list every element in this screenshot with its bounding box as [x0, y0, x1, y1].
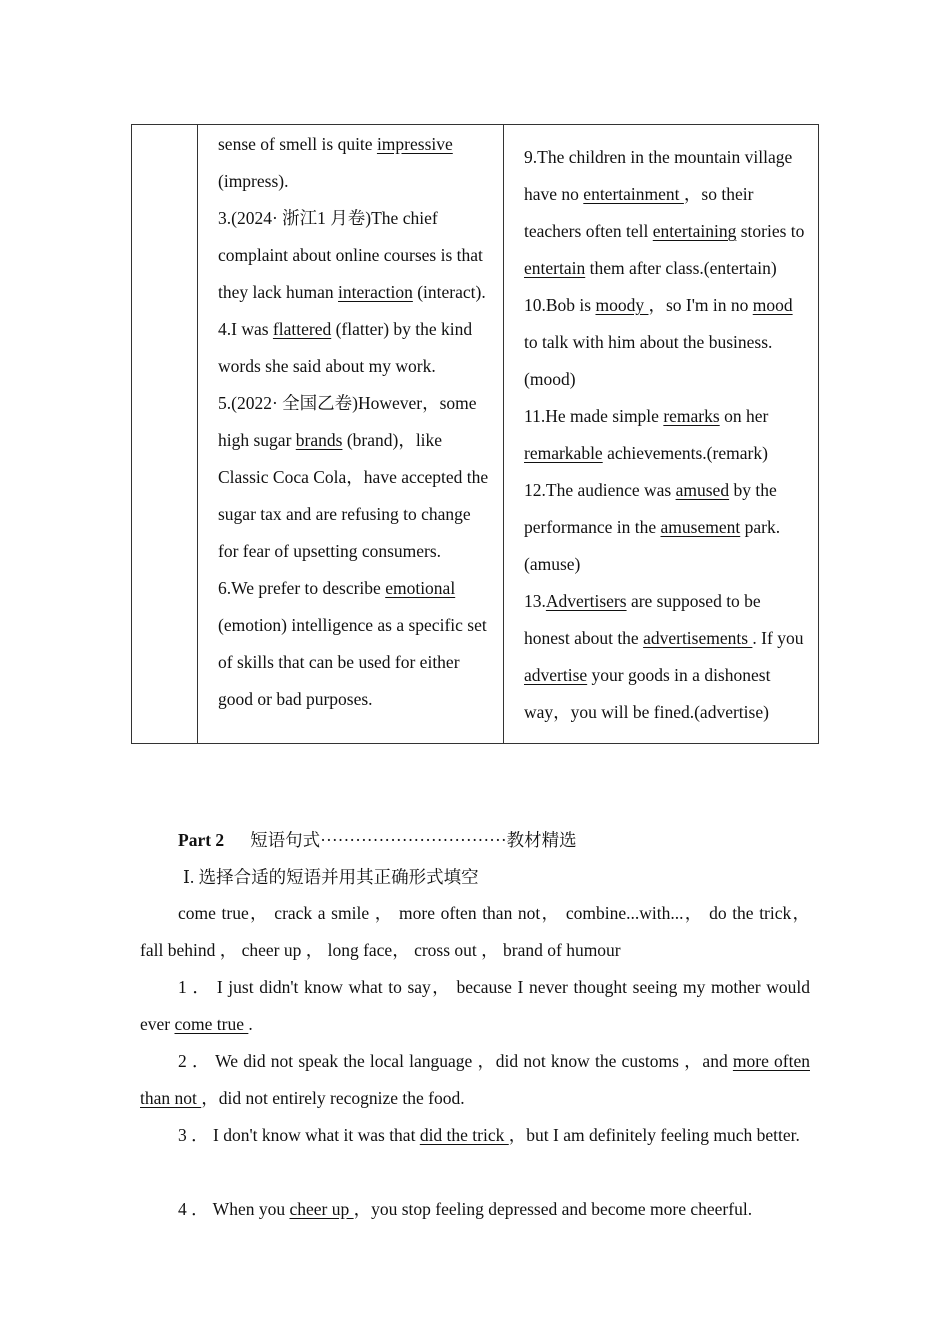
answer-blank: more often than not — [140, 1051, 810, 1108]
section-tag: 教材精选 — [506, 830, 577, 850]
answer-blank: flattered — [272, 319, 332, 339]
answer-blank: brands — [295, 430, 343, 450]
answer-blank: entertain — [524, 258, 586, 278]
answer-blank: mood — [752, 295, 793, 315]
answer-blank: advertise — [524, 665, 588, 685]
answer-blank: entertaining — [652, 221, 737, 241]
answer-blank: remarkable — [524, 443, 603, 463]
sentence: 3.(2024· 浙江1 月卷)The chief complaint about online courses is that they lack human interaction (interact). — [218, 208, 486, 302]
sentence: 9.The children in the mountain village have no entertainment ，so their teachers often tell entertaining stories to entertain them after class.(entertain) — [524, 147, 805, 278]
answer-blank: Advertisers — [545, 591, 627, 611]
left-sentence-list — [198, 125, 503, 726]
right-sentence-list — [504, 125, 818, 743]
sentence: 11.He made simple remarks on her remarkable achievements.(remark) — [524, 406, 769, 463]
table-cell-right-sentences — [504, 125, 819, 744]
answer-blank: impressive — [376, 134, 453, 154]
exercise-item-3: 3 ． I don't know what it was that did the trick ，but I am definitely feeling much better. — [178, 1125, 800, 1145]
sentence: 6.We prefer to describe emotional (emotion) intelligence as a specific set of skills that can be used for either good or bad purposes. — [218, 578, 487, 709]
answer-blank: remarks — [663, 406, 720, 426]
sentence: 5.(2022· 全国乙卷)However，some high sugar brands (brand)，like Classic Coca Cola，have accepted the sugar tax and are refusing to change for fear of upsetting consumers. — [218, 393, 489, 561]
section-heading — [178, 826, 577, 854]
answer-blank: advertisements — [643, 628, 753, 648]
exercise-item-2: 2 ． We did not speak the local language ，did not know the customs ，and more often than not ，did not entirely recognize the food. — [140, 1051, 810, 1108]
exercise-item-4: 4 ． When you cheer up ，you stop feeling depressed and become more cheerful. — [178, 1199, 753, 1219]
answer-blank: did the trick — [419, 1125, 509, 1145]
sentence: 4.I was flattered (flatter) by the kind words she said about my work. — [218, 319, 473, 376]
answer-blank: moody — [595, 295, 649, 315]
sentence: sense of smell is quite impressive (impress). — [218, 134, 453, 191]
answer-blank: amused — [675, 480, 730, 500]
answer-blank: interaction — [338, 282, 413, 302]
sentence: 13.Advertisers are supposed to be honest about the advertisements . If you advertise your goods in a dishonest way，you will be fined.(advertise) — [524, 591, 804, 722]
answer-blank: entertainment — [583, 184, 684, 204]
exercise-item-1: 1 ． I just didn't know what to say， because I never thought seeing my mother would ever come true . — [140, 977, 810, 1034]
phrase-bank: come true， crack a smile ， more often than not， combine...with...， do the trick， fall behind ， cheer up ， long face， cross out ， brand of humour — [140, 903, 810, 960]
part-label: Part 2 — [178, 830, 225, 850]
vocabulary-table — [131, 124, 819, 744]
answer-blank: amusement — [660, 517, 741, 537]
section-title: 短语句式 — [250, 830, 321, 850]
answer-blank: emotional — [385, 578, 456, 598]
table-row — [132, 125, 819, 744]
leader-dots: ································ — [320, 830, 507, 850]
instruction-heading: Ⅰ. 选择合适的短语并用其正确形式填空 — [183, 867, 479, 887]
table-cell-left-sentences — [198, 125, 504, 744]
answer-blank: come true — [174, 1014, 249, 1034]
answer-blank: cheer up — [289, 1199, 354, 1219]
table-cell-blank — [132, 125, 198, 744]
sentence: 10.Bob is moody ，so I'm in no mood to talk with him about the business.(mood) — [524, 295, 793, 389]
sentence: 12.The audience was amused by the performance in the amusement park.(amuse) — [524, 480, 781, 574]
